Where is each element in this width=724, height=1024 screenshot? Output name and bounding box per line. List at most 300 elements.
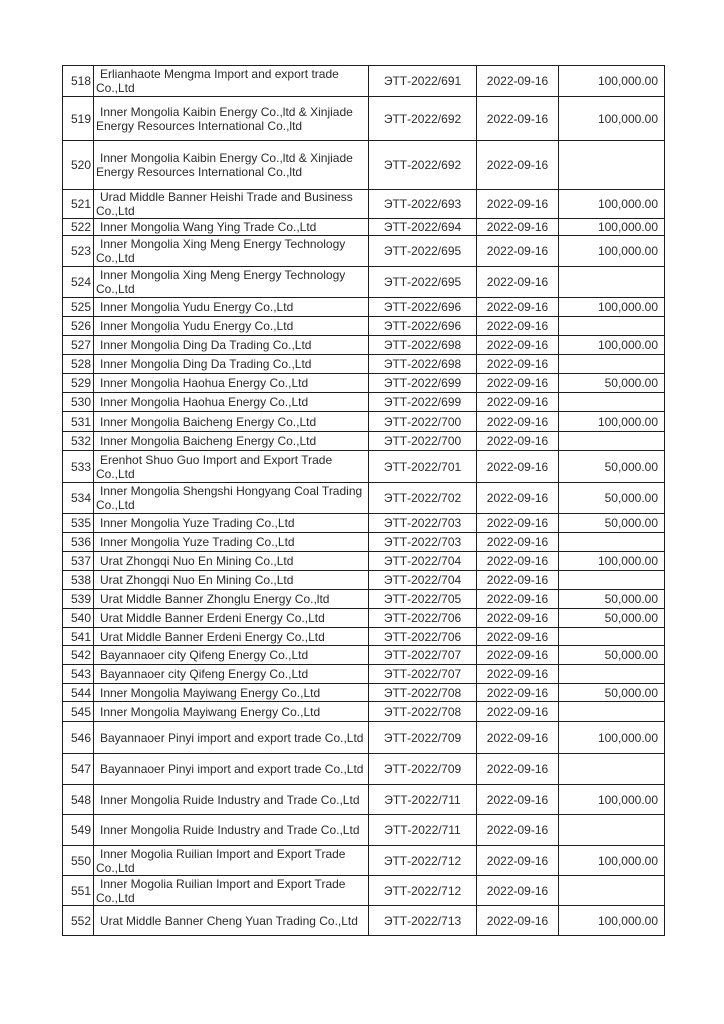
document-number: ЭТТ-2022/704 [383, 554, 462, 568]
row-number-cell [63, 66, 94, 97]
date-cell [477, 317, 559, 336]
date-cell [477, 374, 559, 393]
table-row [63, 190, 665, 219]
company-name: Inner Mongolia Ruide Industry and Trade Co.,Ltd [100, 792, 360, 807]
row-number: 544 [70, 685, 91, 700]
row-number: 543 [70, 667, 91, 681]
row-number-cell [63, 702, 94, 722]
row-number-cell [63, 190, 94, 219]
row-number-cell [63, 665, 94, 684]
amount: 100,000.00 [597, 111, 658, 126]
document-number-cell [369, 665, 477, 684]
document-number: ЭТТ-2022/698 [383, 357, 462, 371]
table-row [63, 590, 665, 609]
company-name: Bayannaoer Pinyi import and export trade Co.,Ltd [100, 762, 364, 776]
row-number-cell [63, 141, 94, 190]
row-number-cell [63, 451, 94, 483]
date-cell [477, 451, 559, 483]
document-number: ЭТТ-2022/700 [383, 434, 462, 448]
company-name: Inner Mongolia Wang Ying Trade Co.,Ltd [100, 220, 317, 234]
date-cell [477, 552, 559, 571]
amount-cell [559, 846, 665, 876]
amount: 50,000.00 [604, 459, 658, 474]
amount: 100,000.00 [597, 792, 658, 807]
date: 2022-09-16 [486, 395, 549, 409]
company-name-cell [94, 906, 369, 936]
amount: 50,000.00 [604, 592, 658, 606]
table-row [63, 533, 665, 552]
document-number: ЭТТ-2022/695 [383, 244, 462, 258]
amount: 100,000.00 [597, 244, 658, 258]
document-number: ЭТТ-2022/692 [383, 158, 462, 172]
table-row [63, 267, 665, 298]
document-number: ЭТТ-2022/708 [383, 704, 462, 719]
amount-cell [559, 298, 665, 317]
amount-cell [559, 483, 665, 514]
row-number: 545 [70, 704, 91, 719]
document-number: ЭТТ-2022/699 [383, 376, 462, 390]
company-name-cell [94, 317, 369, 336]
row-number-cell [63, 609, 94, 628]
document-number: ЭТТ-2022/711 [384, 823, 461, 837]
document-number-cell [369, 190, 477, 219]
date-cell [477, 267, 559, 298]
company-name-cell [94, 590, 369, 609]
table-row [63, 236, 665, 267]
amount: 100,000.00 [597, 554, 658, 568]
document-number-cell [369, 432, 477, 451]
document-number-cell [369, 393, 477, 412]
date: 2022-09-16 [486, 685, 549, 700]
amount: 50,000.00 [604, 611, 658, 625]
company-name-cell [94, 432, 369, 451]
date: 2022-09-16 [486, 158, 549, 172]
company-name: Urat Middle Banner Erdeni Energy Co.,Ltd [100, 629, 325, 644]
document-number-cell [369, 702, 477, 722]
row-number-cell [63, 754, 94, 785]
document-number-cell [369, 236, 477, 267]
company-name-cell [94, 665, 369, 684]
date: 2022-09-16 [486, 667, 549, 681]
date-cell [477, 722, 559, 754]
document-number-cell [369, 219, 477, 236]
row-number-cell [63, 590, 94, 609]
document-number: ЭТТ-2022/700 [383, 414, 462, 429]
document-number: ЭТТ-2022/699 [383, 395, 462, 409]
amount-cell [559, 97, 665, 141]
document-number: ЭТТ-2022/691 [383, 74, 462, 88]
amount-cell [559, 355, 665, 374]
row-number: 533 [70, 459, 91, 474]
company-name-cell [94, 628, 369, 646]
amount-cell [559, 552, 665, 571]
row-number: 530 [70, 395, 91, 409]
table-row [63, 141, 665, 190]
document-number: ЭТТ-2022/695 [383, 275, 462, 289]
company-name: Bayannaoer Pinyi import and export trade Co.,Ltd [100, 730, 364, 745]
company-name: Urat Middle Banner Erdeni Energy Co.,Ltd [100, 611, 325, 625]
row-number-cell [63, 876, 94, 906]
date: 2022-09-16 [486, 648, 549, 662]
table-row [63, 906, 665, 936]
date: 2022-09-16 [486, 704, 549, 719]
date-cell [477, 628, 559, 646]
date-cell [477, 514, 559, 533]
table-row [63, 722, 665, 754]
document-number-cell [369, 590, 477, 609]
amount: 100,000.00 [597, 300, 658, 314]
document-number: ЭТТ-2022/707 [383, 648, 462, 662]
company-name-cell [94, 141, 369, 190]
company-name-cell [94, 684, 369, 702]
amount: 100,000.00 [597, 853, 658, 868]
company-name: Inner Mongolia Haohua Energy Co.,Ltd [100, 376, 309, 390]
row-number: 528 [70, 357, 91, 371]
table-row [63, 785, 665, 815]
company-name-cell [94, 754, 369, 785]
table-row [63, 219, 665, 236]
amount-cell [559, 702, 665, 722]
table-row [63, 483, 665, 514]
company-name-cell [94, 97, 369, 141]
document-number-cell [369, 66, 477, 97]
amount-cell [559, 571, 665, 590]
company-name-cell [94, 412, 369, 432]
amount-cell [559, 317, 665, 336]
amount-cell [559, 514, 665, 533]
amount-cell [559, 219, 665, 236]
date: 2022-09-16 [486, 883, 549, 898]
row-number: 538 [70, 573, 91, 587]
amount-cell [559, 906, 665, 936]
company-name: Bayannaoer city Qifeng Energy Co.,Ltd [100, 648, 309, 662]
row-number: 551 [70, 883, 91, 898]
amount-cell [559, 754, 665, 785]
date: 2022-09-16 [486, 300, 549, 314]
row-number-cell [63, 432, 94, 451]
amount-cell [559, 722, 665, 754]
document-number: ЭТТ-2022/712 [383, 853, 462, 868]
date-cell [477, 66, 559, 97]
table-row [63, 66, 665, 97]
row-number: 547 [70, 762, 91, 776]
amount-cell [559, 815, 665, 846]
row-number: 524 [70, 275, 91, 289]
company-name: Inner Mongolia Yuze Trading Co.,Ltd [100, 516, 295, 530]
amount: 100,000.00 [597, 74, 658, 88]
document-number: ЭТТ-2022/712 [383, 883, 462, 898]
date-cell [477, 412, 559, 432]
row-number: 549 [70, 823, 91, 837]
company-name: Inner Mongolia Mayiwang Energy Co.,Ltd [100, 704, 321, 719]
row-number-cell [63, 514, 94, 533]
company-name-cell [94, 190, 369, 219]
row-number-cell [63, 393, 94, 412]
amount-cell [559, 412, 665, 432]
amount-cell [559, 236, 665, 267]
amount-cell [559, 267, 665, 298]
date-cell [477, 684, 559, 702]
document-number-cell [369, 754, 477, 785]
document-number: ЭТТ-2022/706 [383, 629, 462, 644]
row-number-cell [63, 571, 94, 590]
company-name: Urad Middle Banner Heishi Trade and Business Co.,Ltd [96, 190, 353, 218]
date-cell [477, 97, 559, 141]
date: 2022-09-16 [486, 338, 549, 352]
company-name-cell [94, 876, 369, 906]
date-cell [477, 846, 559, 876]
table-row [63, 317, 665, 336]
document-number: ЭТТ-2022/703 [383, 535, 462, 549]
amount-cell [559, 336, 665, 355]
table-row [63, 451, 665, 483]
date-cell [477, 815, 559, 846]
company-name: Inner Mongolia Ding Da Trading Co.,Ltd [100, 357, 312, 371]
date-cell [477, 906, 559, 936]
document-number-cell [369, 684, 477, 702]
company-name-cell [94, 722, 369, 754]
company-name: Erlianhaote Mengma Import and export trade Co.,Ltd [96, 67, 339, 95]
document-number-cell [369, 722, 477, 754]
date: 2022-09-16 [486, 220, 549, 234]
row-number-cell [63, 336, 94, 355]
document-number: ЭТТ-2022/696 [383, 319, 462, 333]
document-number-cell [369, 412, 477, 432]
company-name-cell [94, 514, 369, 533]
amount-cell [559, 609, 665, 628]
document-number-cell [369, 646, 477, 665]
row-number: 540 [70, 611, 91, 625]
company-name: Inner Mogolia Ruilian Import and Export Trade Co.,Ltd [96, 846, 346, 875]
amount-cell [559, 374, 665, 393]
row-number-cell [63, 219, 94, 236]
table-row [63, 646, 665, 665]
row-number-cell [63, 646, 94, 665]
document-number: ЭТТ-2022/709 [383, 762, 462, 776]
company-name: Inner Mogolia Ruilian Import and Export Trade Co.,Ltd [96, 876, 346, 905]
company-name-cell [94, 355, 369, 374]
table-row [63, 571, 665, 590]
row-number: 534 [70, 491, 91, 505]
date-cell [477, 665, 559, 684]
amount-cell [559, 628, 665, 646]
date: 2022-09-16 [486, 244, 549, 258]
company-name-cell [94, 646, 369, 665]
row-number-cell [63, 628, 94, 646]
company-name-cell [94, 393, 369, 412]
document-number-cell [369, 609, 477, 628]
document-number-cell [369, 628, 477, 646]
row-number: 519 [70, 111, 91, 126]
company-name-cell [94, 298, 369, 317]
amount-cell [559, 432, 665, 451]
date: 2022-09-16 [486, 414, 549, 429]
company-name-cell [94, 483, 369, 514]
row-number: 522 [70, 220, 91, 234]
date: 2022-09-16 [486, 376, 549, 390]
table-body [63, 66, 665, 936]
company-name-cell [94, 219, 369, 236]
company-name: Bayannaoer city Qifeng Energy Co.,Ltd [100, 667, 309, 681]
company-name: Inner Mongolia Xing Meng Energy Technology Co.,Ltd [96, 268, 346, 296]
row-number: 521 [70, 197, 91, 211]
row-number-cell [63, 374, 94, 393]
company-name-cell [94, 702, 369, 722]
row-number-cell [63, 906, 94, 936]
table-row [63, 665, 665, 684]
company-name-cell [94, 609, 369, 628]
company-name: Urat Middle Banner Zhonglu Energy Co.,ltd [100, 592, 330, 606]
date: 2022-09-16 [486, 554, 549, 568]
amount-cell [559, 190, 665, 219]
date-cell [477, 754, 559, 785]
date-cell [477, 336, 559, 355]
date: 2022-09-16 [486, 197, 549, 211]
table-row [63, 609, 665, 628]
company-name: Inner Mongolia Yudu Energy Co.,Ltd [100, 319, 294, 333]
company-name-cell [94, 267, 369, 298]
amount-cell [559, 393, 665, 412]
amount: 50,000.00 [604, 516, 658, 530]
row-number-cell [63, 317, 94, 336]
document-number-cell [369, 336, 477, 355]
date: 2022-09-16 [486, 913, 549, 928]
amount: 50,000.00 [604, 685, 658, 700]
date: 2022-09-16 [486, 823, 549, 837]
row-number-cell [63, 267, 94, 298]
table-row [63, 684, 665, 702]
table-row [63, 846, 665, 876]
date: 2022-09-16 [486, 573, 549, 587]
amount: 50,000.00 [604, 491, 658, 505]
document-number-cell [369, 876, 477, 906]
row-number-cell [63, 355, 94, 374]
document-number-cell [369, 514, 477, 533]
date-cell [477, 141, 559, 190]
company-name: Urat Zhongqi Nuo En Mining Co.,Ltd [100, 554, 294, 568]
document-number: ЭТТ-2022/709 [383, 730, 462, 745]
document-number-cell [369, 785, 477, 815]
amount: 100,000.00 [597, 197, 658, 211]
row-number: 541 [70, 629, 91, 644]
row-number-cell [63, 298, 94, 317]
company-name-cell [94, 815, 369, 846]
date-cell [477, 219, 559, 236]
row-number-cell [63, 684, 94, 702]
date-cell [477, 355, 559, 374]
table-row [63, 754, 665, 785]
date: 2022-09-16 [486, 275, 549, 289]
row-number: 552 [70, 913, 91, 928]
amount: 100,000.00 [597, 913, 658, 928]
row-number-cell [63, 533, 94, 552]
table-row [63, 374, 665, 393]
date-cell [477, 590, 559, 609]
company-name-cell [94, 571, 369, 590]
date-cell [477, 298, 559, 317]
date-cell [477, 571, 559, 590]
document-number: ЭТТ-2022/693 [383, 197, 462, 211]
company-name: Inner Mongolia Ding Da Trading Co.,Ltd [100, 338, 312, 352]
date-cell [477, 609, 559, 628]
row-number-cell [63, 722, 94, 754]
table-row [63, 412, 665, 432]
document-number: ЭТТ-2022/694 [383, 220, 462, 234]
row-number: 518 [70, 74, 91, 88]
company-name-cell [94, 785, 369, 815]
row-number: 546 [70, 730, 91, 745]
amount-cell [559, 665, 665, 684]
row-number: 526 [70, 319, 91, 333]
table-row [63, 514, 665, 533]
document-number-cell [369, 451, 477, 483]
row-number: 539 [70, 592, 91, 606]
document-number-cell [369, 317, 477, 336]
company-name: Inner Mongolia Xing Meng Energy Technology Co.,Ltd [96, 237, 346, 265]
document-number-cell [369, 846, 477, 876]
document-number: ЭТТ-2022/701 [383, 459, 462, 474]
document-number: ЭТТ-2022/703 [383, 516, 462, 530]
table-row [63, 815, 665, 846]
date-cell [477, 876, 559, 906]
row-number: 535 [70, 516, 91, 530]
document-number-cell [369, 267, 477, 298]
document-number: ЭТТ-2022/704 [383, 573, 462, 587]
document-number: ЭТТ-2022/702 [383, 491, 462, 505]
row-number-cell [63, 412, 94, 432]
company-name: Inner Mongolia Kaibin Energy Co.,ltd & Xinjiade Energy Resources International Co.,ltd [96, 104, 353, 133]
company-name-cell [94, 846, 369, 876]
amount-cell [559, 785, 665, 815]
amount-cell [559, 66, 665, 97]
row-number-cell [63, 846, 94, 876]
company-name: Inner Mongolia Baicheng Energy Co.,Ltd [100, 434, 317, 448]
table-row [63, 552, 665, 571]
date: 2022-09-16 [486, 491, 549, 505]
date-cell [477, 785, 559, 815]
company-name: Inner Mongolia Yudu Energy Co.,Ltd [100, 300, 294, 314]
amount: 100,000.00 [597, 730, 658, 745]
row-number-cell [63, 483, 94, 514]
document-number: ЭТТ-2022/698 [383, 338, 462, 352]
document-number: ЭТТ-2022/706 [383, 611, 462, 625]
row-number: 520 [70, 158, 91, 172]
amount-cell [559, 533, 665, 552]
document-number: ЭТТ-2022/708 [383, 685, 462, 700]
table-row [63, 432, 665, 451]
amount: 100,000.00 [597, 338, 658, 352]
document-number: ЭТТ-2022/713 [383, 913, 462, 928]
row-number-cell [63, 97, 94, 141]
company-name: Inner Mongolia Yuze Trading Co.,Ltd [100, 535, 295, 549]
document-number: ЭТТ-2022/707 [383, 667, 462, 681]
date: 2022-09-16 [486, 762, 549, 776]
date: 2022-09-16 [486, 459, 549, 474]
company-name: Inner Mongolia Mayiwang Energy Co.,Ltd [100, 685, 321, 700]
amount-cell [559, 590, 665, 609]
date: 2022-09-16 [486, 516, 549, 530]
row-number: 532 [70, 434, 91, 448]
row-number: 529 [70, 376, 91, 390]
document-number-cell [369, 141, 477, 190]
company-name: Inner Mongolia Baicheng Energy Co.,Ltd [100, 414, 317, 429]
company-name: Inner Mongolia Ruide Industry and Trade Co.,Ltd [100, 823, 360, 837]
row-number: 542 [70, 648, 91, 662]
row-number-cell [63, 552, 94, 571]
row-number: 550 [70, 853, 91, 868]
table-row [63, 393, 665, 412]
document-number-cell [369, 483, 477, 514]
